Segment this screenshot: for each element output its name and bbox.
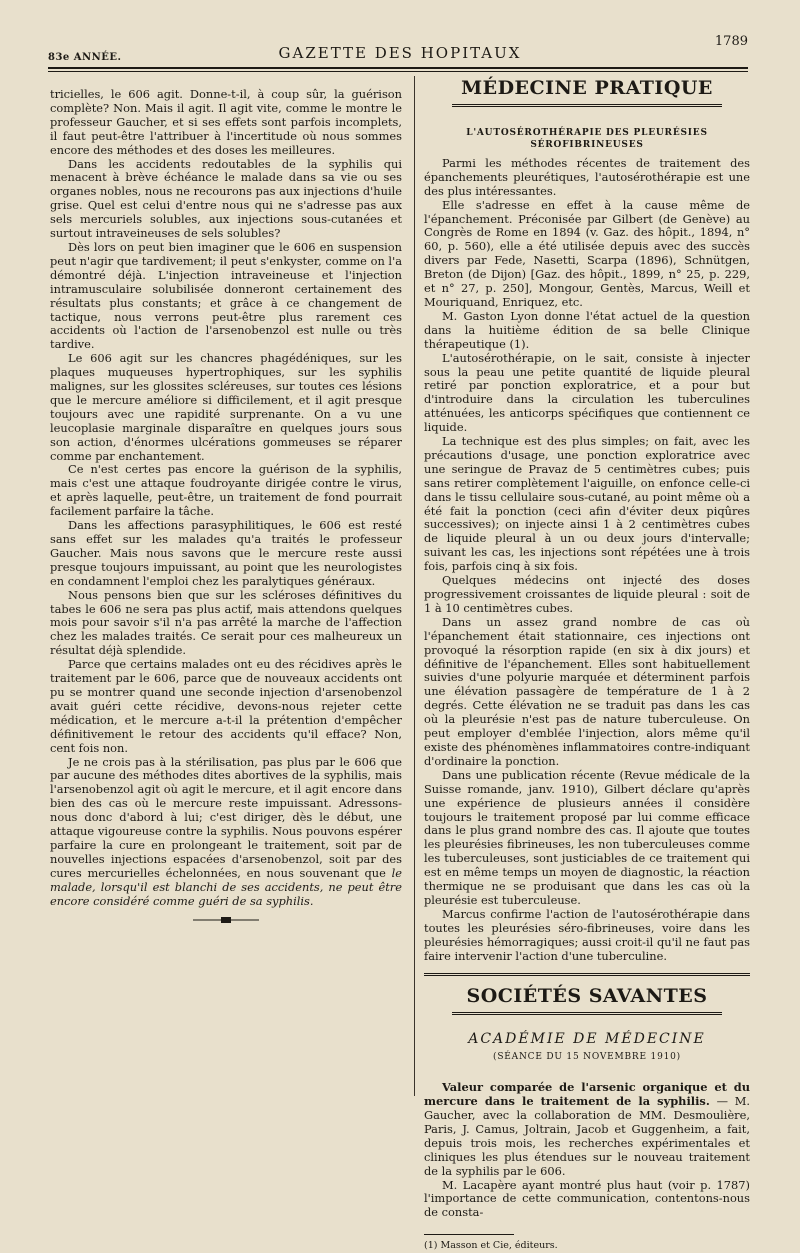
paragraph-final (50, 756, 402, 909)
paragraph: M. Gaston Lyon donne l'état actuel de la question dans la huitième édition de sa belle Clinique thérapeutique (1). (424, 308, 750, 351)
paragraph: Marcus confirme l'action de l'autosérothérapie dans toutes les pleurésies séro-fibrineuses, voire dans les pleurésies hémorragiques; aussi croit-il qu'il ne faut pas faire intervenir l'action d'une tuberculine. (424, 906, 750, 963)
paragraph: Ce n'est certes pas encore la guérison de la syphilis, mais c'est une attaque foudroyante dirigée contre le virus, et après laquelle, peut-être, un traitement de fond pourrait facilement parfaire la tâche. (50, 462, 402, 519)
paragraph-text: — M. Gaucher, avec la collaboration de MM. Desmoulière, Paris, J. Camus, Joltrain, Jacob et Guggenheim, a fait, depuis trois mois, les recherches expérimentales et cliniques les plus étendues sur le nouveau traitement de la syphilis par le 606. (424, 1094, 750, 1178)
paragraph: Dans une publication récente (Revue médicale de la Suisse romande, janv. 1910), Gilbert déclare qu'après une expérience de plusieurs années il considère toujours le traitement proposé par lui comme efficace dans le plus grand nombre des cas. Il ajoute que toutes les pleurésies fibrineuses, les non tuberculeuses comme les tuberculeuses, sont justiciables de ce traitement qui est en même temps un moyen de diagnostic, la réaction thermique ne se produisant que dans les cas où la pleurésie est tuberculeuse. (424, 767, 750, 907)
footnote-rule (424, 1234, 514, 1235)
paragraph: Le 606 agit sur les chancres phagédéniques, sur les plaques muqueuses hypertrophiques, sur les syphilis malignes, sur les glossites scléreuses, sur toutes ces lésions que le mercure améliore si difficilement, et il agit presque toujours avec une rapidité surprenante. On a vu une leucoplasie marginale disparaître en quelques jours sous son action, d'énormes ulcérations gommeuses se réparer comme par enchantement. (50, 351, 402, 463)
paragraph: Dans un assez grand nombre de cas où l'épanchement était stationnaire, ces injections ont provoqué la résorption rapide (en six à dix jours) et définitive de l'épanchement. Elles sont habituellement suivies d'une polyurie marquée et déterminent parfois une élévation passagère de température de 1 à 2 degrés. Cette élévation ne se traduit pas dans les cas où la pleurésie n'est pas de nature tuberculeuse. On peut employer d'emblée l'injection, alors même qu'il existe des phénomènes inflammatoires contre-indiquant d'ordinaire la ponction. (424, 614, 750, 768)
closing-italic: le malade, lorsqu'il est blanchi de ses accidents, ne peut être encore considéré comme guéri de sa syphilis. (50, 865, 402, 908)
paragraph: Nous pensons bien que sur les scléroses définitives du tabes le 606 ne sera pas plus actif, mais attendons quelques mois pour savoir s'il n'a pas arrêté la marche de l'affection chez les malades traités. Ce serait pour ces malheureux un résultat déjà splendide. (50, 587, 402, 658)
section-rule (452, 104, 722, 107)
left-column (50, 88, 402, 928)
section-rule (452, 1012, 722, 1015)
paragraph-text: Je ne crois pas à la stérilisation, pas plus par le 606 que par aucune des méthodes dites abortives de la syphilis, mais l'arsenobenzol agit où agit le mercure, et il agit encore dans bien des cas où le mercure reste impuissant. Adressons-nous donc d'abord à lui; c'est diriger, dès le début, une attaque vigoureuse contre la syphilis. Nous pouvons espérer parfaire la cure en prolongeant le traitement, soit par de nouvelles injections espacées d'arsenobenzol, soit par des cures mercurielles échelonnées, en nous souvenant que (50, 754, 402, 880)
column-divider (414, 76, 415, 1096)
paragraph: La technique est des plus simples; on fait, avec les précautions d'usage, une ponction exploratrice avec une seringue de Pravaz de 5 centimètres cubes; puis sans retirer complètement l'aiguille, on enfonce celle-ci dans le tissu cellulaire sous-cutané, au point même où a été fait la ponction (ceci afin d'éviter deux piqûres successives); on injecte ainsi 1 à 2 centimètres cubes de liquide pleural à un ou deux jours d'intervalle; suivant les cas, les injections sont répétées une à trois fois, parfois cinq à six fois. (424, 434, 750, 574)
paragraph: Dès lors on peut bien imaginer que le 606 en suspension peut n'agir que tardivement; il peut s'enkyster, comme on l'a démontré déjà. L'injection intraveineuse et l'injection intramusculaire solubilisée donneront certainement des résultats plus constants; et grâce à ce changement de tactique, nous verrons peut-être plus rarement ces accidents où l'action de l'arsenobenzol est nulle ou très tardive. (50, 239, 402, 352)
article-title: L'AUTOSÉROTHÉRAPIE DES PLEURÉSIES SÉROFIBRINEUSES (466, 127, 708, 150)
section-separator (424, 973, 750, 976)
edition-label: 83e ANNÉE. (48, 52, 122, 63)
paragraph: Dans les affections parasyphilitiques, le 606 est resté sans effet sur les malades qu'a traités le professeur Gaucher. Mais nous savons que le mercure reste aussi presque toujours impuissant, au point que les neurologistes en condamnent l'emploi chez les paralytiques généraux. (50, 518, 402, 588)
paragraph: Parmi les méthodes récentes de traitement des épanchements pleurétiques, l'autosérothérapie est une des plus intéressantes. (424, 155, 750, 198)
paragraph: Parce que certains malades ont eu des récidives après le traitement par le 606, parce que de nouveaux accidents ont pu se montrer quand une seconde injection d'arsenobenzol avait guéri cette récidive, devons-nous rejeter cette médication, et le mercure a-t-il la prétention d'empêcher définitivement le retour des accidents qu'il efface? Non, cent fois non. (50, 657, 402, 755)
header-rule-top (48, 67, 748, 69)
header-rule-bottom (48, 71, 748, 72)
paragraph: Dans les accidents redoutables de la syphilis qui menacent à brève échéance le malade dans sa vie ou ses organes nobles, nous ne recourons pas aux injections d'huile grise. Quel est celui d'entre nous qui ne s'adresse pas aux sels mercuriels solubles, aux injections sous-cutanées et surtout intraveineuses de sels solubles? (50, 156, 402, 241)
communication-title: Valeur comparée de l'arsenic organique et du mercure dans le traitement de la syphilis. (424, 1080, 750, 1109)
section-title-societes: SOCIÉTÉS SAVANTES (466, 985, 708, 1008)
end-ornament (50, 914, 402, 928)
paragraph: tricielles, le 606 agit. Donne-t-il, à coup sûr, la guérison complète? Non. Mais il agit. Il agit vite, comme le montre le professeur Gaucher, et si ses effets sont parfois incomplets, il faut peut-être l'attribuer à l'incertitude où nous sommes encore des méthodes et des doses les meilleures. (50, 87, 402, 157)
paragraph: L'autosérothérapie, on le sait, consiste à injecter sous la peau une petite quantité de liquide pleural retiré par ponction exploratrice, et a pour but d'introduire dans la circulation les tuberculines atténuées, les anticorps spécifiques que contiennent ce liquide. (424, 350, 750, 435)
paragraph: M. Lacapère ayant montré plus haut (voir p. 1787) l'importance de cette communication, contentons-nous de consta- (424, 1177, 750, 1220)
academy-title: ACADÉMIE DE MÉDECINE (468, 1031, 706, 1048)
paragraph: Quelques médecins ont injecté des doses progressivement croissantes de liquide pleural : soit de 1 à 10 centimètres cubes. (424, 573, 750, 615)
paragraph: Elle s'adresse en effet à la cause même de l'épanchement. Préconisée par Gilbert (de Genève) au Congrès de Rome en 1894 (v. Gaz. des hôpit., 1894, n° 60, p. 560), elle a été utilisée depuis avec des succès divers par Fede, Nasetti, Scarpa (1896), Schnütgen, Breton (de Dijon) [Gaz. des hôpit., 1899, n° 25, p. 229, et n° 27, p. 250], Mongour, Gentès, Marcus, Weill et Mouriquand, Enriquez, etc. (424, 197, 750, 309)
paragraph (424, 1081, 750, 1178)
ornament-icon (191, 916, 261, 924)
footnote: (1) Masson et Cie, éditeurs. (424, 1240, 558, 1252)
page-number: 1789 (714, 34, 748, 49)
section-title-medecine: MÉDECINE PRATIQUE (461, 77, 713, 99)
page-title: GAZETTE DES HOPITAUX (278, 44, 522, 62)
right-column (424, 77, 750, 1253)
seance-date: (SÉANCE DU 15 NOVEMBRE 1910) (493, 1052, 681, 1063)
